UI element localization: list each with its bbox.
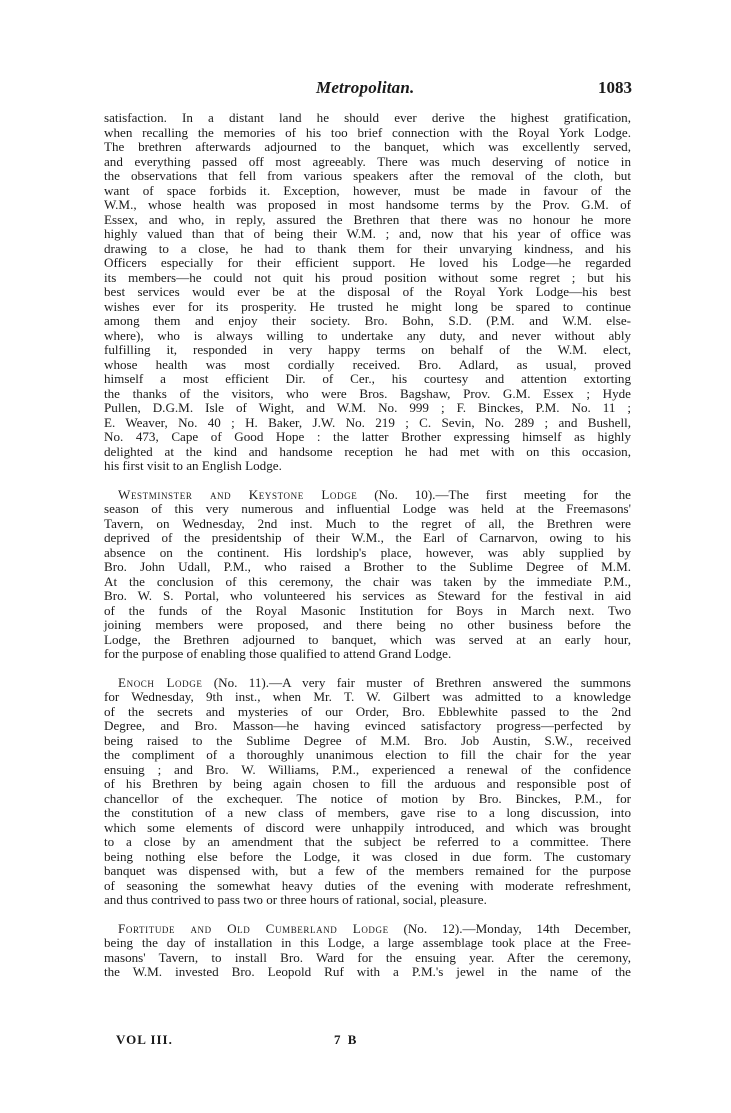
- text-line: among them and enjoy their society. Bro. Bohn, S.D. (P.M. and W.M. else-: [104, 313, 631, 328]
- paragraph-royal-york-continued: [104, 111, 631, 474]
- text-line: At the conclusion of this ceremony, the chair was taken by the immediate P.M.,: [104, 573, 631, 589]
- text-line: the constitution of a new class of members, gave rise to a long discussion, into: [104, 805, 631, 820]
- text-line: want of space forbids it. Exception, however, must be made in favour of the: [104, 182, 631, 198]
- text-line: absence on the continent. His lordship's place, however, was ably supplied by: [104, 544, 631, 560]
- heading-line-rest: (No. 11).—A very fair muster of Brethren answered the summons: [202, 674, 631, 690]
- text-line: deprived of the presidentship of their W.M., the Earl of Carnarvon, owing to his: [104, 530, 631, 545]
- text-line: where), who is always willing to undertake any duty, and never without ably: [104, 327, 631, 343]
- paragraph-enoch: [104, 676, 631, 908]
- text-line: its members—he could not quit his proud position without some regret ; but his: [104, 269, 631, 285]
- lodge-heading: Fortitude and Old Cumberland Lodge: [118, 920, 389, 936]
- lodge-heading: Enoch Lodge: [118, 674, 203, 690]
- text-line: being the day of installation in this Lodge, a large assemblage took place at the Free-: [104, 935, 631, 950]
- text-line: whose health was most cordially received. Bro. Adlard, as usual, proved: [104, 356, 631, 372]
- text-line: being nothing else before the Lodge, it was closed in due form. The customary: [104, 848, 631, 864]
- lodge-heading: Westminster and Keystone Lodge: [118, 486, 358, 502]
- page-footer: [116, 1032, 616, 1050]
- text-line: fulfilling it, responded in very happy terms on behalf of the W.M. elect,: [104, 342, 631, 357]
- running-title: Metropolitan.: [316, 78, 415, 97]
- text-line: ensuing ; and Bro. W. Williams, P.M., experienced a renewal of the confidence: [104, 761, 631, 777]
- text-line: which some elements of discord were unhappily introduced, and which was brought: [104, 819, 631, 835]
- text-line: his first visit to an English Lodge.: [104, 458, 282, 473]
- text-line: best services would ever be at the disposal of the Royal York Lodge—his best: [104, 284, 631, 299]
- text-line: satisfaction. In a distant land he should ever derive the highest gratification,: [104, 110, 631, 125]
- volume-label: VOL III.: [116, 1032, 173, 1047]
- text-line: to a close by an amendment that the subject be referred to a committee. There: [104, 834, 631, 849]
- text-line: season of this very numerous and influential Lodge was held at the Freemasons': [104, 501, 631, 516]
- paragraph-gap: [104, 474, 631, 488]
- text-line: the compliment of a thoroughly unanimous election to fill the chair for the year: [104, 747, 631, 762]
- text-line: wishes ever for its prosperity. He trusted he might long be spared to continue: [104, 298, 631, 314]
- text-line: for Wednesday, 9th inst., when Mr. T. W. Gilbert was admitted to a knowledge: [104, 689, 631, 704]
- text-line: the thanks of the visitors, who were Bros. Bagshaw, Prov. G.M. Essex ; Hyde: [104, 385, 631, 401]
- text-line: Degree, and Bro. Masson—he having evinced satisfactory progress—perfected by: [104, 718, 631, 733]
- text-line: drawing to a close, he had to thank them for their unvarying kindness, and his: [104, 240, 631, 256]
- text-line: masons' Tavern, to install Bro. Ward for the ensuing year. After the ceremony,: [104, 949, 631, 965]
- paragraph-gap: [104, 908, 631, 922]
- text-line: [104, 488, 631, 503]
- text-line: Officers especially for their efficient support. He loved his Lodge—he regarded: [104, 255, 631, 270]
- text-line: banquet was dispensed with, but a few of the members remained for the purpose: [104, 863, 631, 878]
- text-line: [104, 676, 631, 691]
- text-line: W.M., whose health was proposed in most handsome terms by the Prov. G.M. of: [104, 197, 631, 212]
- page-number: 1083: [598, 78, 632, 97]
- text-line: when recalling the memories of his too brief connection with the Royal York Lodge.: [104, 124, 631, 140]
- text-line: of the secrets and mysteries of our Order, Bro. Ebblewhite passed to the 2nd: [104, 703, 631, 719]
- text-line: and everything passed off most agreeably. There was much deserving of notice in: [104, 153, 631, 169]
- paragraph-westminster-keystone: [104, 488, 631, 662]
- paragraph-gap: [104, 662, 631, 676]
- running-head: [104, 78, 632, 100]
- text-line: of his Brethren by being again chosen to fill the arduous and responsible post of: [104, 776, 631, 791]
- text-line: Lodge, the Brethren adjourned to banquet, which was served at an early hour,: [104, 631, 631, 647]
- text-line: Pullen, D.G.M. Isle of Wight, and W.M. No. 999 ; F. Binckes, P.M. No. 11 ;: [104, 400, 631, 415]
- text-line: Tavern, on Wednesday, 2nd inst. Much to the regret of all, the Brethren were: [104, 515, 631, 531]
- text-line: the observations that fell from various speakers after the removal of the cloth, but: [104, 168, 631, 183]
- text-line: Bro. W. S. Portal, who volunteered his services as Steward for the festival in aid: [104, 588, 631, 603]
- heading-line-rest: (No. 10).—The first meeting for the: [357, 486, 631, 502]
- text-line: joining members were proposed, and there being no other business before the: [104, 617, 631, 632]
- text-line: of the funds of the Royal Masonic Institution for Boys in March next. Two: [104, 602, 631, 618]
- text-line: being raised to the Sublime Degree of M.M. Bro. Job Austin, S.W., received: [104, 732, 631, 748]
- text-line: the W.M. invested Bro. Leopold Ruf with a P.M.'s jewel in the name of the: [104, 964, 631, 979]
- text-line: of seasoning the somewhat heavy duties of the evening with moderate refreshment,: [104, 877, 631, 893]
- text-line: [104, 922, 631, 937]
- text-line: chancellor of the exchequer. The notice of motion by Bro. Binckes, P.M., for: [104, 790, 631, 806]
- paragraph-fortitude-old-cumberland: [104, 922, 631, 980]
- text-line: No. 473, Cape of Good Hope : the latter Brother expressing himself as highly: [104, 429, 631, 444]
- text-line: and thus contrived to pass two or three hours of rational, social, pleasure.: [104, 892, 487, 907]
- text-line: Bro. John Udall, P.M., who raised a Brother to the Sublime Degree of M.M.: [104, 559, 631, 574]
- body-text: [104, 111, 631, 980]
- text-line: delighted at the kind and handsome reception he had met with on this occasion,: [104, 443, 631, 459]
- text-line: Essex, and who, in reply, assured the Brethren that there was no honour he more: [104, 211, 631, 227]
- text-line: The brethren afterwards adjourned to the banquet, which was excellently served,: [104, 139, 631, 154]
- heading-line-rest: (No. 12).—Monday, 14th December,: [388, 920, 631, 936]
- text-line: highly valued than that of being their W.M. ; and, now that his year of office was: [104, 226, 631, 241]
- text-line: himself a most efficient Dir. of Cer., his courtesy and attention extorting: [104, 371, 631, 386]
- text-line: for the purpose of enabling those qualified to attend Grand Lodge.: [104, 646, 452, 661]
- text-line: E. Weaver, No. 40 ; H. Baker, J.W. No. 219 ; C. Sevin, No. 289 ; and Bushell,: [104, 414, 631, 430]
- signature-mark: 7 B: [334, 1032, 359, 1047]
